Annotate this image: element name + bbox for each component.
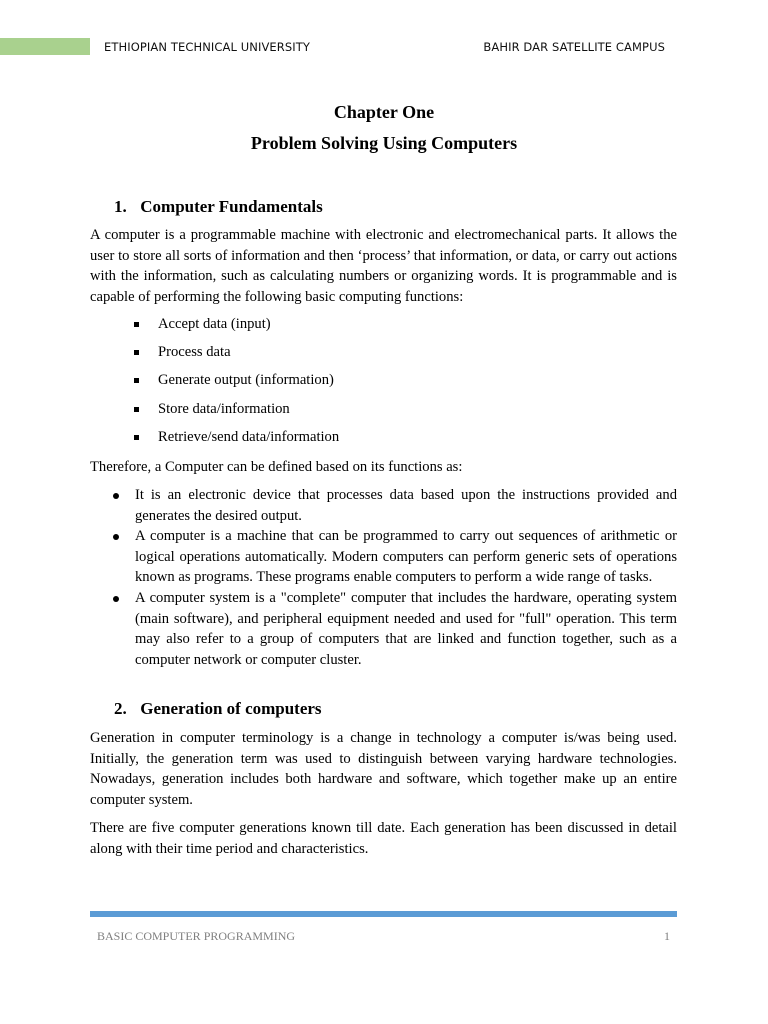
header-accent-bar xyxy=(0,38,90,55)
header-campus: BAHIR DAR SATELLITE CAMPUS xyxy=(483,40,665,54)
chapter-subtitle: Problem Solving Using Computers xyxy=(250,133,518,153)
square-bullet-icon xyxy=(134,322,139,327)
list-item-text: It is an electronic device that processes data based upon the instructions provided and generates the desired output. xyxy=(135,487,677,524)
section-1-intro: A computer is a programmable machine with electronic and electromechanical parts. It allows the user to store all sorts of information and then ‘process’ that information, or data, or carry out actions with the information, such as calculating numbers or organizing words. It is programmable and is capable of performing the following basic computing functions: xyxy=(90,227,677,305)
page-number: 1 xyxy=(664,929,670,943)
section-heading-1 xyxy=(90,197,323,217)
list-item xyxy=(132,429,339,457)
list-item-text: Store data/information xyxy=(158,400,290,417)
square-bullet-icon xyxy=(134,435,139,440)
section-number: 2. xyxy=(114,699,127,718)
function-list xyxy=(132,316,339,457)
definition-list xyxy=(110,485,677,670)
round-bullet-icon xyxy=(113,534,119,540)
section-heading-2 xyxy=(90,699,322,719)
round-bullet-icon xyxy=(113,596,119,602)
round-bullet-icon xyxy=(113,493,119,499)
footer-divider xyxy=(90,911,677,917)
section-2-para-2: There are five computer generations known till date. Each generation has been discussed in detail along with their time period and characteristics. xyxy=(90,820,677,857)
list-item-text: Accept data (input) xyxy=(158,316,271,332)
square-bullet-icon xyxy=(134,378,139,383)
section-title: Computer Fundamentals xyxy=(140,197,323,216)
list-item xyxy=(110,588,677,670)
header-university: ETHIOPIAN TECHNICAL UNIVERSITY xyxy=(104,40,311,54)
section-number: 1. xyxy=(114,197,127,216)
chapter-title: Chapter One xyxy=(333,102,435,122)
list-item-text: Process data xyxy=(158,344,231,361)
footer-course-title: BASIC COMPUTER PROGRAMMING xyxy=(97,929,296,943)
list-item xyxy=(132,344,339,372)
list-item-text: A computer system is a "complete" computer that includes the hardware, operating system (main software), and peripheral equipment needed and used for "full" operation. This term may also refer to a group of computers that are linked and function together, such as a computer network or computer cluster. xyxy=(135,589,677,668)
list-item-text: Retrieve/send data/information xyxy=(158,428,340,445)
definitions-intro: Therefore, a Computer can be defined based on its functions as: xyxy=(90,459,463,475)
list-item xyxy=(110,485,677,526)
list-item xyxy=(110,526,677,588)
section-title: Generation of computers xyxy=(140,699,322,718)
list-item xyxy=(132,316,339,344)
list-item-text: Generate output (information) xyxy=(158,372,334,389)
section-2-para-1: Generation in computer terminology is a change in technology a computer is/was being used. Initially, the generation term was used to distinguish between varying hardware technologies. Nowadays, generation includes both hardware and software, which together make up an entire computer system. xyxy=(90,730,677,808)
square-bullet-icon xyxy=(134,407,139,412)
list-item xyxy=(132,401,339,429)
list-item xyxy=(132,372,339,400)
list-item-text: A computer is a machine that can be programmed to carry out sequences of arithmetic or logical operations automatically. Modern computers can perform generic sets of operations known as programs. These programs enable computers to perform a wide range of tasks. xyxy=(135,528,677,586)
square-bullet-icon xyxy=(134,350,139,355)
